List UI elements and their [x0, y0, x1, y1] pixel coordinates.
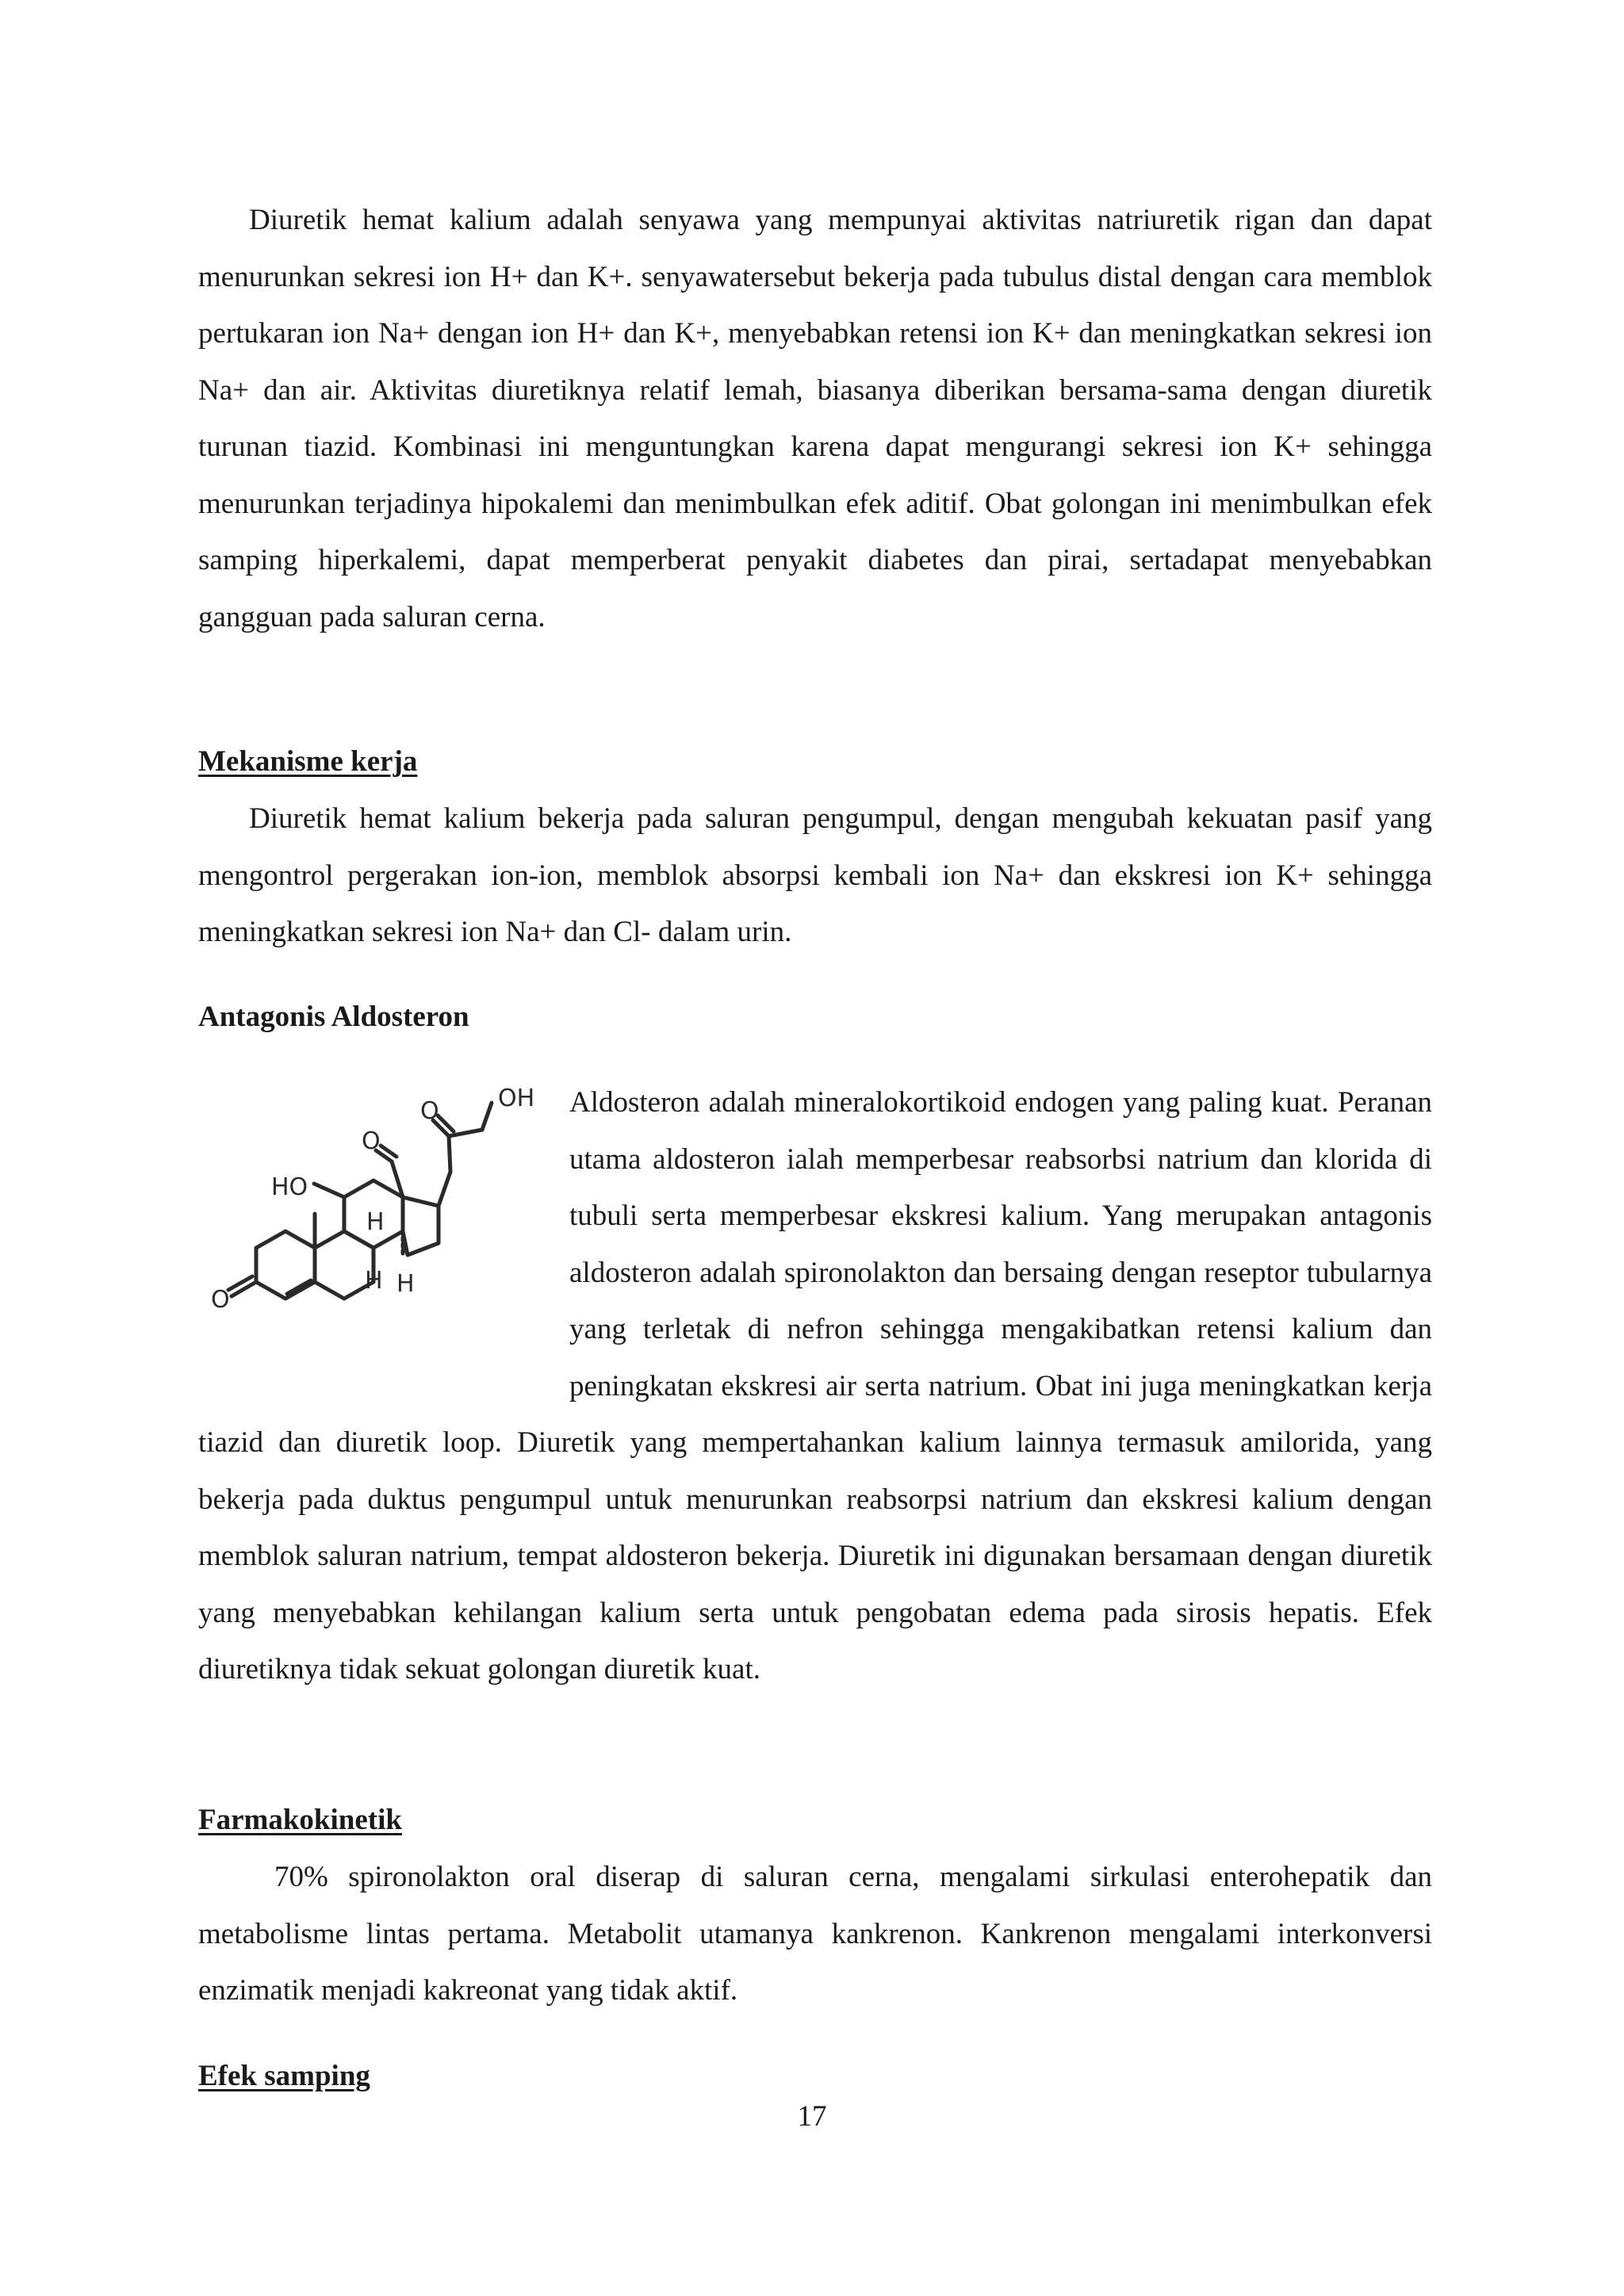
label-o-aldehyde: O	[362, 1127, 381, 1155]
ring-d	[403, 1197, 439, 1255]
heading-farmakokinetik: Farmakokinetik	[198, 1804, 402, 1836]
side-chain-oh	[482, 1103, 492, 1130]
side-chain-c20	[449, 1136, 450, 1172]
antagonis-section	[198, 1074, 1432, 1698]
farmakokinetik-paragraph: 70% spironolakton oral diserap di saluran cerna, mengalami sirkulasi enterohepatik dan metabolisme lintas pertama. Metabolit utamanya kankrenon. Kankrenon mengalami interkonversi enzimatik menjadi kakreonat yang tidak aktif.	[198, 1861, 1432, 2007]
label-h-c9: H	[365, 1267, 383, 1295]
heading-mekanisme-kerja: Mekanisme kerja	[198, 745, 418, 778]
antagonis-paragraph: Aldosteron adalah mineralokortikoid endogen yang paling kuat. Peranan utama aldosteron ialah memperbesar reabsorbsi natrium dan klorida di tubuli serta memperbesar ekskresi kalium. Yang merupakan antagonis aldosteron adalah spironolakton dan bersaing dengan reseptor tubularnya yang terletak di nefron sehingga mengakibatkan retensi kalium dan peningkatan ekskresi air serta natrium. Obat ini juga meningkatkan kerja tiazid dan diuretik loop. Diuretik yang mempertahankan kalium lainnya termasuk amilorida, yang bekerja pada duktus pengumpul untuk menurunkan reabsorpsi natrium dan ekskresi kalium dengan memblok saluran natrium, tempat aldosteron bekerja. Diuretik ini digunakan bersamaan dengan diuretik yang menyebabkan kehilangan kalium serta untuk pengobatan edema pada sirosis hepatis. Efek diuretiknya tidak sekuat golongan diuretik kuat.	[198, 1086, 1432, 1686]
mekanisme-paragraph: Diuretik hemat kalium bekerja pada saluran pengumpul, dengan mengubah kekuatan pasif yang mengontrol pergerakan ion-ion, memblok absorpsi kembali ion Na+ dan ekskresi ion K+ sehingga meningkatkan sekresi ion Na+ dan Cl- dalam urin.	[198, 802, 1432, 948]
label-h-c8: H	[366, 1208, 385, 1236]
aldosterone-structure-figure	[198, 1073, 555, 1358]
label-ho: HO	[271, 1173, 308, 1201]
heading-efek-samping: Efek samping	[198, 2060, 370, 2092]
label-o-c20: O	[420, 1097, 439, 1125]
label-oh: OH	[498, 1085, 535, 1112]
label-h-c14: H	[396, 1270, 415, 1298]
page-number: 17	[797, 2100, 827, 2133]
label-o-c3: O	[211, 1286, 230, 1314]
heading-antagonis-aldosteron: Antagonis Aldosteron	[198, 1001, 469, 1033]
intro-paragraph: Diuretik hemat kalium adalah senyawa yang mempunyai aktivitas natriuretik rigan dan dapat menurunkan sekresi ion H+ dan K+. senyawatersebut bekerja pada tubulus distal dengan cara memblok pertukaran ion Na+ dengan ion H+ dan K+, menyebabkan retensi ion K+ dan meningkatkan sekresi ion Na+ dan air. Aktivitas diuretiknya relatif lemah, biasanya diberikan bersama-sama dengan diuretik turunan tiazid. Kombinasi ini menguntungkan karena dapat mengurangi sekresi ion K+ sehingga menurunkan terjadinya hipokalemi dan menimbulkan efek aditif. Obat golongan ini menimbulkan efek samping hiperkalemi, dapat memperberat penyakit diabetes dan pirai, sertadapat menyebabkan gangguan pada saluran cerna.	[198, 204, 1432, 633]
hydroxyl-bond-c11	[314, 1184, 344, 1197]
aldosterone-structure-svg	[198, 1073, 555, 1358]
side-chain-c17	[439, 1172, 450, 1206]
ring-a	[256, 1231, 315, 1299]
